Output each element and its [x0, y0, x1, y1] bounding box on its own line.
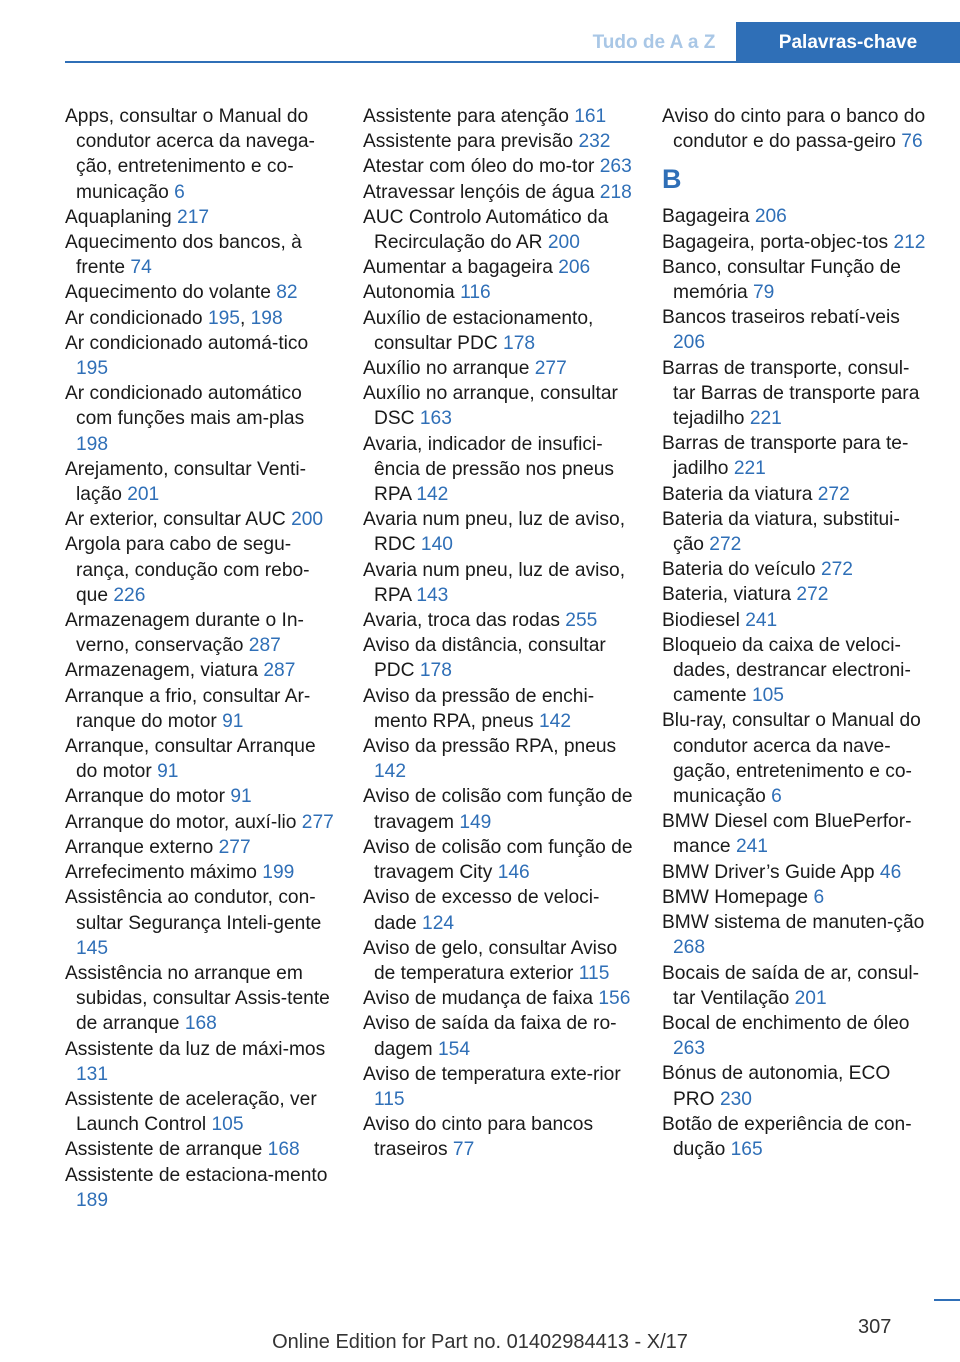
- page-reference-link[interactable]: 105: [211, 1114, 244, 1136]
- index-term: Aviso de excesso de veloci-dade: [363, 887, 600, 934]
- index-term: Assistente da luz de máxi-mos: [65, 1038, 326, 1060]
- index-entry: [363, 936, 633, 986]
- index-term: Bateria, viatura: [662, 584, 792, 606]
- index-term: Auxílio no arranque, consultar DSC: [363, 383, 618, 430]
- page-reference-link[interactable]: 91: [222, 710, 244, 732]
- index-term: Aviso de mudança de faixa: [363, 988, 594, 1010]
- index-term: Avaria, indicador de insufici-ência de pressão nos pneus RPA: [363, 433, 615, 506]
- index-term: Bónus de autonomia, ECO PRO: [662, 1063, 891, 1110]
- index-entry: [662, 860, 930, 885]
- header-rule: [65, 61, 960, 63]
- page-reference-link[interactable]: 82: [276, 282, 298, 304]
- index-entry: [65, 835, 335, 860]
- page-reference-link[interactable]: 168: [184, 1013, 217, 1035]
- page-reference-link[interactable]: 206: [673, 332, 706, 354]
- page-reference-link[interactable]: 201: [794, 987, 827, 1009]
- index-entry: [363, 507, 633, 557]
- index-term: Aquecimento do volante: [65, 282, 271, 304]
- page-reference-link[interactable]: 277: [534, 358, 567, 380]
- index-entry: [65, 1037, 335, 1087]
- index-term: Atestar com óleo do mo-tor: [363, 156, 595, 178]
- index-term: Ar condicionado automático com funções mais am-plas: [65, 383, 305, 430]
- page-reference-link[interactable]: 168: [267, 1139, 300, 1161]
- index-term: Arranque a frio, consultar Ar-ranque do motor: [65, 685, 311, 732]
- index-term: Bagageira, porta-objec-tos: [662, 231, 889, 253]
- page-reference-link[interactable]: 91: [230, 786, 252, 808]
- index-entry: [65, 1087, 335, 1137]
- index-entry: [662, 633, 930, 709]
- page-reference-link[interactable]: 131: [76, 1063, 109, 1085]
- index-entry: [363, 104, 633, 129]
- index-entry: [662, 582, 930, 607]
- index-term: Bateria da viatura, substitui-ção: [662, 508, 900, 556]
- index-entry: [662, 557, 930, 582]
- index-entry: [363, 633, 633, 683]
- index-term: Aviso da distância, consultar PDC: [363, 635, 606, 682]
- page-reference-link[interactable]: 232: [578, 131, 611, 153]
- page-reference-link[interactable]: 124: [422, 912, 455, 934]
- page-reference-link[interactable]: 206: [754, 206, 787, 228]
- footer-rule: [934, 1299, 960, 1301]
- edition-footer: Online Edition for Part no. 01402984413 - X/17: [272, 1331, 688, 1353]
- index-entry: [363, 180, 633, 205]
- index-entry: [65, 784, 335, 809]
- index-entry: [363, 255, 633, 280]
- index-entry: [65, 684, 335, 734]
- page-reference-link[interactable]: 115: [374, 1088, 405, 1110]
- page-reference-link[interactable]: 221: [733, 458, 766, 480]
- index-entry: Ar condicionado 195, 198: [65, 307, 283, 329]
- index-entry: [662, 255, 930, 305]
- index-entry: [363, 1062, 633, 1112]
- index-term: Aquaplaning: [65, 206, 172, 228]
- index-term: AUC Controlo Automático da Recirculação do AR: [363, 206, 609, 254]
- index-term: Arranque do motor, auxí-lio: [65, 811, 297, 833]
- index-term: BMW sistema de manuten-ção: [662, 912, 925, 934]
- index-term: Armazenagem durante o In-verno, conservação: [65, 610, 304, 657]
- index-term: Blu-ray, consultar o Manual do condutor acerca da nave-gação, entretenimento e co-municação: [662, 710, 921, 808]
- index-entry: [662, 1112, 930, 1162]
- index-entry: [363, 381, 633, 431]
- index-term: Avaria, troca das rodas: [363, 610, 560, 632]
- index-term: Biodiesel: [662, 609, 740, 631]
- index-term: Banco, consultar Função de memória: [662, 256, 901, 304]
- index-entry: [662, 885, 930, 910]
- index-entry: [662, 1011, 930, 1061]
- page-reference-link[interactable]: 145: [76, 937, 109, 959]
- index-entry: [662, 104, 930, 154]
- index-entry: [65, 331, 335, 381]
- index-term: Aviso de colisão com função de travagem City: [363, 836, 633, 884]
- index-entry: [662, 708, 930, 809]
- index-term: Aumentar a bagageira: [363, 257, 553, 279]
- page-reference-link[interactable]: 198: [76, 433, 109, 455]
- index-term: Assistente para previsão: [363, 131, 574, 153]
- page-reference-link[interactable]: 79: [752, 282, 775, 304]
- index-entry: [65, 961, 335, 1037]
- index-entry: [662, 809, 930, 859]
- index-entry: [662, 961, 930, 1011]
- page-reference-link[interactable]: 255: [565, 610, 598, 632]
- page-reference-link[interactable]: 217: [177, 206, 210, 228]
- page-reference-link[interactable]: 268: [673, 937, 706, 959]
- index-entry: [662, 230, 930, 255]
- index-entry: [662, 910, 930, 960]
- index-term: Barras de transporte, consul-tar Barras de transporte para tejadilho: [662, 357, 920, 430]
- page-reference-link[interactable]: 263: [599, 156, 632, 178]
- index-column-1: [65, 104, 335, 1213]
- index-column-3: [662, 104, 930, 1162]
- index-term: Atravessar lençóis de água: [363, 181, 595, 203]
- page-reference-link[interactable]: 200: [547, 232, 580, 254]
- page-reference-link[interactable]: 140: [420, 534, 453, 556]
- index-term: Armazenagem, viatura: [65, 660, 259, 682]
- index-term: BMW Diesel com BluePerfor-mance: [662, 811, 912, 858]
- page-reference-link[interactable]: 46: [879, 861, 902, 883]
- page-reference-link[interactable]: 277: [218, 836, 251, 858]
- index-entry: [363, 280, 633, 305]
- index-term: Assistente de arranque: [65, 1139, 263, 1161]
- index-entry: [65, 658, 335, 683]
- page-reference-link[interactable]: 241: [745, 609, 778, 631]
- page-reference-link[interactable]: 6: [174, 181, 185, 203]
- index-term: Aviso do cinto para o banco do condutor e do passa-geiro: [662, 106, 926, 153]
- index-entry: [65, 860, 335, 885]
- index-term: Assistência ao condutor, con-sultar Segurança Inteli-gente: [65, 887, 322, 934]
- index-term: Aviso do cinto para bancos traseiros: [363, 1114, 594, 1161]
- index-entry: [65, 608, 335, 658]
- index-entry: [363, 835, 633, 885]
- tab-tudo-de-a-a-z[interactable]: Tudo de A a Z: [592, 31, 716, 53]
- page-reference-link[interactable]: 212: [893, 231, 926, 253]
- page-reference-link[interactable]: 156: [598, 988, 631, 1010]
- page-reference-link[interactable]: 287: [263, 660, 296, 682]
- index-term: Arrefecimento máximo: [65, 862, 257, 884]
- index-term: Assistente para atenção: [363, 106, 569, 127]
- index-entry: [65, 280, 335, 305]
- index-term: Assistente de aceleração, ver Launch Control: [65, 1088, 317, 1136]
- index-entry: [662, 1061, 930, 1111]
- page-reference-link[interactable]: 272: [709, 534, 742, 556]
- page-reference-link[interactable]: 189: [76, 1189, 109, 1211]
- index-entry: [65, 734, 335, 784]
- page-reference-link[interactable]: 142: [374, 761, 407, 783]
- index-term: Aviso da pressão RPA, pneus: [363, 736, 617, 758]
- page-reference-link[interactable]: 154: [438, 1038, 471, 1060]
- tab-palavras-chave[interactable]: Palavras-chave: [736, 22, 960, 63]
- index-entry: [363, 558, 633, 608]
- index-term: Bateria do veículo: [662, 559, 816, 581]
- page-reference-link[interactable]: 149: [459, 811, 492, 833]
- index-entry: [363, 1112, 633, 1162]
- index-entry: [363, 986, 633, 1011]
- index-term: Bateria da viatura: [662, 483, 813, 505]
- index-entry: [662, 608, 930, 633]
- page-reference-link[interactable]: 287: [248, 635, 281, 657]
- index-term: Avaria num pneu, luz de aviso, RDC: [363, 509, 626, 556]
- page-reference-link[interactable]: 142: [416, 484, 449, 506]
- index-term: Bagageira: [662, 206, 750, 228]
- index-term: Assistência no arranque em subidas, consultar Assis-tente de arranque: [65, 962, 330, 1035]
- index-entry: [363, 784, 633, 834]
- index-term: Aviso de gelo, consultar Aviso de temperatura exterior: [363, 937, 618, 984]
- index-term: Arranque externo: [65, 836, 214, 858]
- index-term: Ar condicionado automá-tico: [65, 332, 309, 354]
- index-term: Autonomia: [363, 282, 455, 304]
- index-entry: [662, 507, 930, 557]
- index-term: Aviso de colisão com função de travagem: [363, 786, 633, 833]
- page-reference-link[interactable]: 105: [751, 685, 784, 707]
- index-entry: [363, 432, 633, 508]
- index-term: Arejamento, consultar Venti-lação: [65, 458, 307, 506]
- page-number: 307: [858, 1316, 892, 1338]
- index-entry: [662, 431, 930, 481]
- index-term: Aviso de saída da faixa de ro-dagem: [363, 1013, 617, 1060]
- index-term: Barras de transporte para te-jadilho: [662, 433, 909, 480]
- index-entry: [65, 1137, 335, 1162]
- index-entry: [65, 230, 335, 280]
- index-entry: [363, 734, 633, 784]
- index-term: Botão de experiência de con-dução: [662, 1113, 912, 1160]
- page-reference-link[interactable]: 77: [452, 1139, 475, 1161]
- page-reference-link[interactable]: 143: [416, 584, 449, 606]
- index-entry: [662, 204, 930, 229]
- page-reference-link[interactable]: 178: [419, 660, 452, 682]
- index-entry: [65, 885, 335, 961]
- page-reference-link[interactable]: 76: [901, 131, 923, 153]
- page-reference-link[interactable]: 195: [207, 307, 240, 329]
- index-term: Argola para cabo de segu-rança, condução com rebo-que: [65, 534, 310, 606]
- index-term: BMW Driver’s Guide App: [662, 861, 875, 883]
- index-term: Bancos traseiros rebatí-veis: [662, 307, 900, 329]
- index-entry: [65, 205, 335, 230]
- page-reference-link[interactable]: 165: [730, 1138, 763, 1160]
- index-term: Auxílio de estacionamento, consultar PDC: [363, 307, 594, 354]
- index-term: Auxílio no arranque: [363, 358, 530, 380]
- index-entry: [363, 306, 633, 356]
- index-term: Arranque do motor: [65, 786, 225, 808]
- index-term: Aviso da pressão de enchi-mento RPA, pneus: [363, 685, 595, 732]
- page-reference-link[interactable]: 91: [157, 761, 179, 783]
- index-entry: [363, 684, 633, 734]
- index-column-2: [363, 104, 633, 1163]
- index-term: Ar condicionado: [65, 307, 203, 329]
- page-reference-link[interactable]: 163: [419, 408, 452, 430]
- index-entry: [65, 507, 335, 532]
- page-reference-link[interactable]: 161: [574, 106, 607, 127]
- index-entry: [363, 356, 633, 381]
- index-entry: [363, 154, 633, 179]
- index-entry: [65, 1163, 335, 1213]
- index-entry: [662, 305, 930, 355]
- index-term: Ar exterior, consultar AUC: [65, 509, 286, 531]
- page-reference-link[interactable]: 200: [291, 509, 324, 531]
- page-reference-link[interactable]: 6: [771, 786, 782, 808]
- index-entry: [363, 885, 633, 935]
- index-term: Apps, consultar o Manual do condutor acerca da navega-ção, entretenimento e co-municação: [65, 106, 315, 203]
- index-term: Aviso de temperatura exte-rior: [363, 1063, 621, 1085]
- page-reference-link[interactable]: 221: [749, 408, 782, 430]
- page-reference-link[interactable]: 272: [817, 483, 850, 505]
- index-letter-heading: B: [662, 164, 682, 195]
- page-reference-link[interactable]: 199: [262, 862, 295, 884]
- page-reference-link[interactable]: 218: [599, 181, 632, 203]
- page-reference-link[interactable]: 115: [578, 962, 610, 984]
- index-entry: [65, 532, 335, 608]
- page-reference-link[interactable]: 198: [250, 307, 283, 329]
- index-entry: [65, 381, 335, 457]
- index-entry: [662, 482, 930, 507]
- index-term: Aquecimento dos bancos, à frente: [65, 232, 302, 279]
- index-term: Avaria num pneu, luz de aviso, RPA: [363, 559, 626, 606]
- page-reference-link[interactable]: 206: [558, 257, 591, 279]
- page-reference-link[interactable]: 277: [301, 811, 334, 833]
- index-entry: [662, 356, 930, 432]
- index-term: Bocais de saída de ar, consul-tar Ventilação: [662, 962, 920, 1009]
- page-reference-link[interactable]: 6: [813, 886, 825, 908]
- page-reference-link[interactable]: 146: [497, 862, 530, 884]
- page-reference-link[interactable]: 241: [735, 836, 768, 858]
- index-entry: [363, 608, 633, 633]
- index-entry: [363, 129, 633, 154]
- index-term: Bloqueio da caixa de veloci-dades, destrancar electroni-camente: [662, 634, 911, 707]
- index-entry: [363, 205, 633, 255]
- index-term: Arranque, consultar Arranque do motor: [65, 736, 316, 783]
- page-reference-link[interactable]: 263: [673, 1038, 706, 1060]
- index-term: Assistente de estaciona-mento: [65, 1164, 328, 1186]
- page-reference-link[interactable]: 230: [719, 1088, 752, 1110]
- index-entry: [65, 457, 335, 507]
- index-entry: [65, 810, 335, 835]
- page-reference-link[interactable]: 116: [460, 282, 491, 304]
- page-reference-link[interactable]: 142: [538, 710, 571, 732]
- page-reference-link[interactable]: 195: [76, 358, 109, 380]
- page-reference-link[interactable]: 201: [127, 484, 160, 506]
- index-term: Bocal de enchimento de óleo: [662, 1012, 910, 1034]
- index-entry: [363, 1011, 633, 1061]
- page-reference-link[interactable]: 178: [503, 332, 536, 354]
- page-reference-link[interactable]: 74: [130, 257, 152, 279]
- index-entry: [65, 104, 335, 205]
- page-reference-link[interactable]: 226: [113, 584, 146, 606]
- page-reference-link[interactable]: 272: [820, 559, 853, 581]
- index-term: BMW Homepage: [662, 886, 809, 908]
- page-reference-link[interactable]: 272: [796, 584, 829, 606]
